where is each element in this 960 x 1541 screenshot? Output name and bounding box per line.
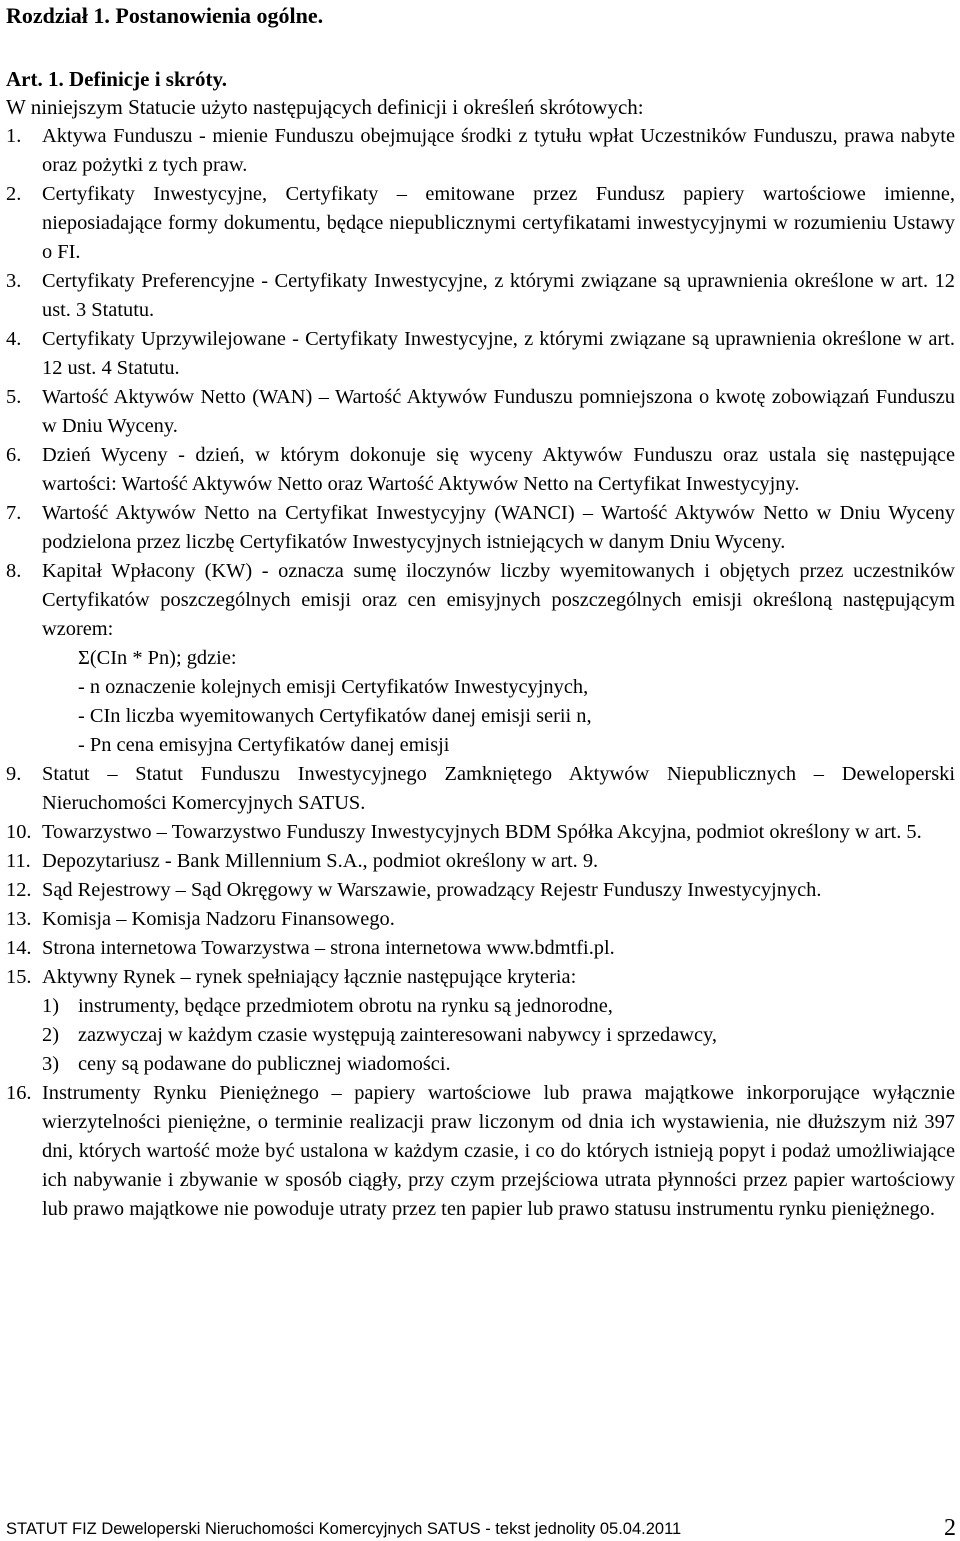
definition-text: Aktywny Rynek – rynek spełniający łącznie następujące kryteria: — [42, 966, 577, 988]
criteria-item — [42, 1050, 955, 1079]
definition-item — [6, 818, 955, 847]
definition-item — [6, 847, 955, 876]
definition-number: 11. — [6, 850, 31, 872]
formula-line: - CIn liczba wyemitowanych Certyfikatów danej emisji serii n, — [78, 705, 592, 727]
definition-text: Komisja – Komisja Nadzoru Finansowego. — [42, 908, 395, 930]
definition-item — [6, 180, 955, 267]
criteria-text: instrumenty, będące przedmiotem obrotu na rynku są jednorodne, — [78, 995, 613, 1017]
definition-item — [6, 557, 955, 760]
definition-number: 4. — [6, 328, 22, 350]
criteria-item — [42, 1021, 955, 1050]
definition-text: Sąd Rejestrowy – Sąd Okręgowy w Warszawie, prowadzący Rejestr Funduszy Inwestycyjnych. — [42, 879, 822, 901]
formula-block — [42, 644, 955, 760]
definition-text: Wartość Aktywów Netto na Certyfikat Inwestycyjny (WANCI) – Wartość Aktywów Netto w Dniu Wyceny podzielona przez liczbę Certyfikatów Inwestycyjnych istniejących w danym Dniu Wyceny. — [42, 502, 955, 553]
definition-item — [6, 383, 955, 441]
definition-item — [6, 325, 955, 383]
definition-number: 15. — [6, 966, 32, 988]
intro-text: W niniejszym Statucie użyto następujących definicji i określeń skrótowych: — [6, 95, 644, 119]
definition-number: 13. — [6, 908, 32, 930]
definition-item — [6, 1079, 955, 1224]
footer-text: STATUT FIZ Deweloperski Nieruchomości Komercyjnych SATUS - tekst jednolity 05.04.2011 — [6, 1520, 682, 1538]
definition-number: 7. — [6, 502, 22, 524]
definition-number: 3. — [6, 270, 22, 292]
definition-text: Strona internetowa Towarzystwa – strona internetowa www.bdmtfi.pl. — [42, 937, 615, 959]
definition-number: 1. — [6, 125, 22, 147]
formula-line: - n oznaczenie kolejnych emisji Certyfikatów Inwestycyjnych, — [78, 676, 589, 698]
criteria-number: 3) — [42, 1053, 59, 1075]
definition-item — [6, 905, 955, 934]
definition-text: Certyfikaty Preferencyjne - Certyfikaty Inwestycyjne, z którymi związane są uprawnienia określone w art. 12 ust. 3 Statutu. — [42, 270, 955, 321]
definition-number: 16. — [6, 1082, 32, 1104]
definition-text: Statut – Statut Funduszu Inwestycyjnego Zamkniętego Aktywów Niepublicznych – Deweloperski Nieruchomości Komercyjnych SATUS. — [42, 763, 955, 814]
definition-number: 2. — [6, 183, 22, 205]
definition-item — [6, 122, 955, 180]
formula-expression: Σ(CIn * Pn); gdzie: — [78, 647, 237, 669]
definition-number: 14. — [6, 937, 32, 959]
definition-number: 12. — [6, 879, 32, 901]
definition-number: 5. — [6, 386, 22, 408]
definition-item — [6, 441, 955, 499]
definition-item — [6, 760, 955, 818]
definition-text: Aktywa Funduszu - mienie Funduszu obejmujące środki z tytułu wpłat Uczestników Funduszu, prawa nabyte oraz pożytki z tych praw. — [42, 125, 955, 176]
definitions-list — [6, 122, 955, 1224]
definition-text: Certyfikaty Inwestycyjne, Certyfikaty – emitowane przez Fundusz papiery wartościowe imienne, nieposiadające formy dokumentu, będące niepublicznymi certyfikatami inwestycyjnymi w rozumieniu Ustawy o FI. — [42, 183, 955, 263]
criteria-list — [42, 992, 955, 1079]
definition-number: 9. — [6, 763, 22, 785]
criteria-number: 2) — [42, 1024, 59, 1046]
definition-text: Towarzystwo – Towarzystwo Funduszy Inwestycyjnych BDM Spółka Akcyjna, podmiot określony w art. 5. — [42, 821, 922, 843]
criteria-number: 1) — [42, 995, 59, 1017]
definition-number: 10. — [6, 821, 32, 843]
definition-text: Dzień Wyceny - dzień, w którym dokonuje się wyceny Aktywów Funduszu oraz ustala się następujące wartości: Wartość Aktywów Netto oraz Wartość Aktywów Netto na Certyfikat Inwestycyjny. — [42, 444, 955, 495]
definition-item — [6, 267, 955, 325]
page-footer — [6, 1517, 956, 1541]
definition-text: Certyfikaty Uprzywilejowane - Certyfikaty Inwestycyjne, z którymi związane są uprawnienia określone w art. 12 ust. 4 Statutu. — [42, 328, 955, 379]
criteria-text: zazwyczaj w każdym czasie występują zainteresowani nabywcy i sprzedawcy, — [78, 1024, 717, 1046]
criteria-text: ceny są podawane do publicznej wiadomości. — [78, 1053, 451, 1075]
definition-item — [6, 934, 955, 963]
definition-number: 6. — [6, 444, 22, 466]
definition-text: Wartość Aktywów Netto (WAN) – Wartość Aktywów Funduszu pomniejszona o kwotę zobowiązań Funduszu w Dniu Wyceny. — [42, 386, 955, 437]
definition-number: 8. — [6, 560, 22, 582]
formula-line: - Pn cena emisyjna Certyfikatów danej emisji — [78, 734, 450, 756]
definition-item — [6, 499, 955, 557]
page-number: 2 — [944, 1515, 956, 1541]
definition-text: Instrumenty Rynku Pieniężnego – papiery wartościowe lub prawa majątkowe inkorporujące wyłącznie wierzytelności pieniężne, o terminie realizacji praw liczonym od dnia ich wystawienia, nie dłuższym niż 397 dni, których wartość może być ustalona w każdym czasie, i co do których istnieją popyt i podaż umożliwiające ich nabywanie i zbywanie w sposób ciągły, przy czym przejściowa utrata płynności przez papier wartościowy lub prawo majątkowe nie powoduje utraty przez ten papier lub prawo statusu instrumentu rynku pieniężnego. — [42, 1082, 955, 1220]
criteria-item — [42, 992, 955, 1021]
definition-text: Kapitał Wpłacony (KW) - oznacza sumę iloczynów liczby wyemitowanych i objętych przez uczestników Certyfikatów poszczególnych emisji oraz cen emisyjnych poszczególnych emisji określoną następującym wzorem: — [42, 560, 955, 640]
definition-text: Depozytariusz - Bank Millennium S.A., podmiot określony w art. 9. — [42, 850, 599, 872]
article-title: Art. 1. Definicje i skróty. — [6, 67, 228, 91]
chapter-title: Rozdział 1. Postanowienia ogólne. — [6, 3, 324, 28]
definition-item — [6, 963, 955, 1079]
definition-item — [6, 876, 955, 905]
